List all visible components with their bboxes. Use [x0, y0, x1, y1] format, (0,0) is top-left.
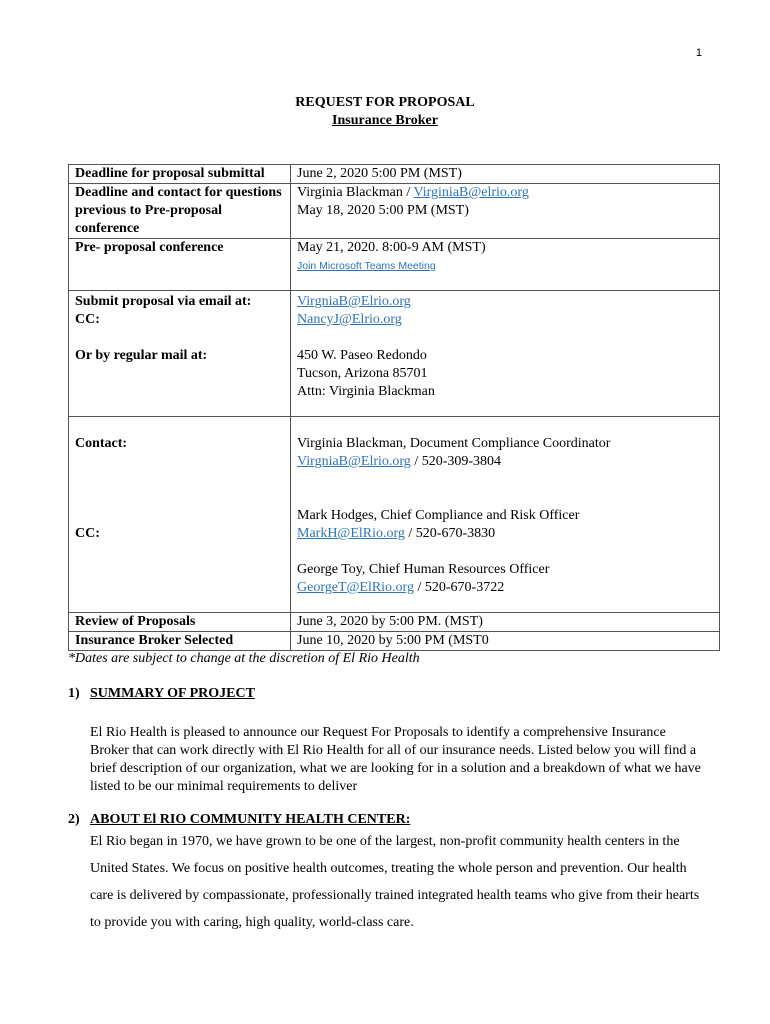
selected-value: June 10, 2020 by 5:00 PM (MST0 — [291, 632, 720, 651]
submit-email-label: Submit proposal via email at: — [75, 294, 252, 309]
mail-address-line3: Attn: Virginia Blackman — [297, 384, 435, 399]
cc2-label: CC: — [75, 526, 100, 541]
contact-values — [291, 417, 720, 613]
preconference-value — [291, 239, 720, 291]
contact-questions-date: May 18, 2020 5:00 PM (MST) — [297, 203, 469, 218]
title-block — [0, 94, 770, 130]
section-body: El Rio Health is pleased to announce our Request For Proposals to identify a comprehensive Insurance Broker that can work directly with El Rio Health for all of our insurance needs. Listed below you will find a brief description of our organization, what we are looking for in a solution and a breakdown of what we have listed to be our minimal requirements to deliver — [90, 725, 701, 794]
cc-email-link[interactable]: NancyJ@Elrio.org — [297, 312, 402, 327]
cc2-phone2: / 520-670-3722 — [413, 580, 505, 595]
contact-info — [297, 453, 713, 471]
cc2-email2-link[interactable]: GeorgeT@ElRio.org — [297, 580, 414, 595]
table-row — [69, 291, 720, 417]
section-title: SUMMARY OF PROJECT — [90, 686, 255, 701]
contact-questions-value — [291, 184, 720, 239]
cc2-info2 — [297, 579, 713, 597]
submit-labels — [69, 291, 291, 417]
cc2-info1 — [297, 525, 713, 543]
deadline-value: June 2, 2020 5:00 PM (MST) — [291, 165, 720, 184]
section-heading — [68, 812, 708, 828]
section-summary — [68, 686, 708, 796]
contact-questions-email-link[interactable]: VirginiaB@elrio.org — [413, 185, 529, 200]
contact-email-link[interactable]: VirgniaB@Elrio.org — [297, 454, 411, 469]
dates-note: *Dates are subject to change at the discretion of El Rio Health — [68, 651, 420, 666]
cc2-email1-link[interactable]: MarkH@ElRio.org — [297, 526, 405, 541]
table-row — [69, 613, 720, 632]
document-subtitle: Insurance Broker — [332, 113, 438, 128]
submit-email-link[interactable]: VirgniaB@Elrio.org — [297, 294, 411, 309]
contact-questions-label: Deadline and contact for questions previous to Pre-proposal conference — [69, 184, 291, 239]
cc-label: CC: — [75, 312, 100, 327]
review-label: Review of Proposals — [69, 613, 291, 632]
table-row — [69, 165, 720, 184]
contact-name: Virginia Blackman, Document Compliance Coordinator — [297, 436, 611, 451]
contact-label: Contact: — [75, 436, 128, 451]
table-row — [69, 417, 720, 613]
submit-values — [291, 291, 720, 417]
contact-labels — [69, 417, 291, 613]
section-body: El Rio began in 1970, we have grown to be one of the largest, non-profit community health centers in the United States. We focus on positive health outcomes, treating the whole person and prevention. Our health care is delivered by compassionate, professionally trained integrated health teams who give from their hearts to provide you with caring, high quality, world-class care. — [90, 834, 700, 930]
table-row — [69, 184, 720, 239]
document-title: REQUEST FOR PROPOSAL — [295, 95, 475, 110]
deadline-label: Deadline for proposal submittal — [69, 165, 291, 184]
cc2-name2: George Toy, Chief Human Resources Officer — [297, 562, 550, 577]
contact-questions-name: Virginia Blackman / — [297, 185, 414, 200]
mail-label: Or by regular mail at: — [75, 348, 208, 363]
section-title: ABOUT El RIO COMMUNITY HEALTH CENTER: — [90, 812, 411, 827]
cc2-name1: Mark Hodges, Chief Compliance and Risk Officer — [297, 508, 580, 523]
section-number: 2) — [68, 812, 80, 827]
mail-address-line2: Tucson, Arizona 85701 — [297, 366, 428, 381]
schedule-table — [68, 164, 720, 651]
teams-meeting-link[interactable]: Join Microsoft Teams Meeting — [297, 260, 436, 272]
section-about — [68, 812, 708, 936]
contact-phone: / 520-309-3804 — [410, 454, 502, 469]
section-number: 1) — [68, 686, 80, 701]
selected-label: Insurance Broker Selected — [69, 632, 291, 651]
mail-address-line1: 450 W. Paseo Redondo — [297, 348, 427, 363]
review-value: June 3, 2020 by 5:00 PM. (MST) — [291, 613, 720, 632]
preconference-label: Pre- proposal conference — [69, 239, 291, 291]
preconference-date: May 21, 2020. 8:00-9 AM (MST) — [297, 240, 486, 255]
section-heading — [68, 686, 708, 702]
page-number: 1 — [695, 47, 702, 59]
table-row — [69, 632, 720, 651]
table-row — [69, 239, 720, 291]
cc2-phone1: / 520-670-3830 — [404, 526, 496, 541]
